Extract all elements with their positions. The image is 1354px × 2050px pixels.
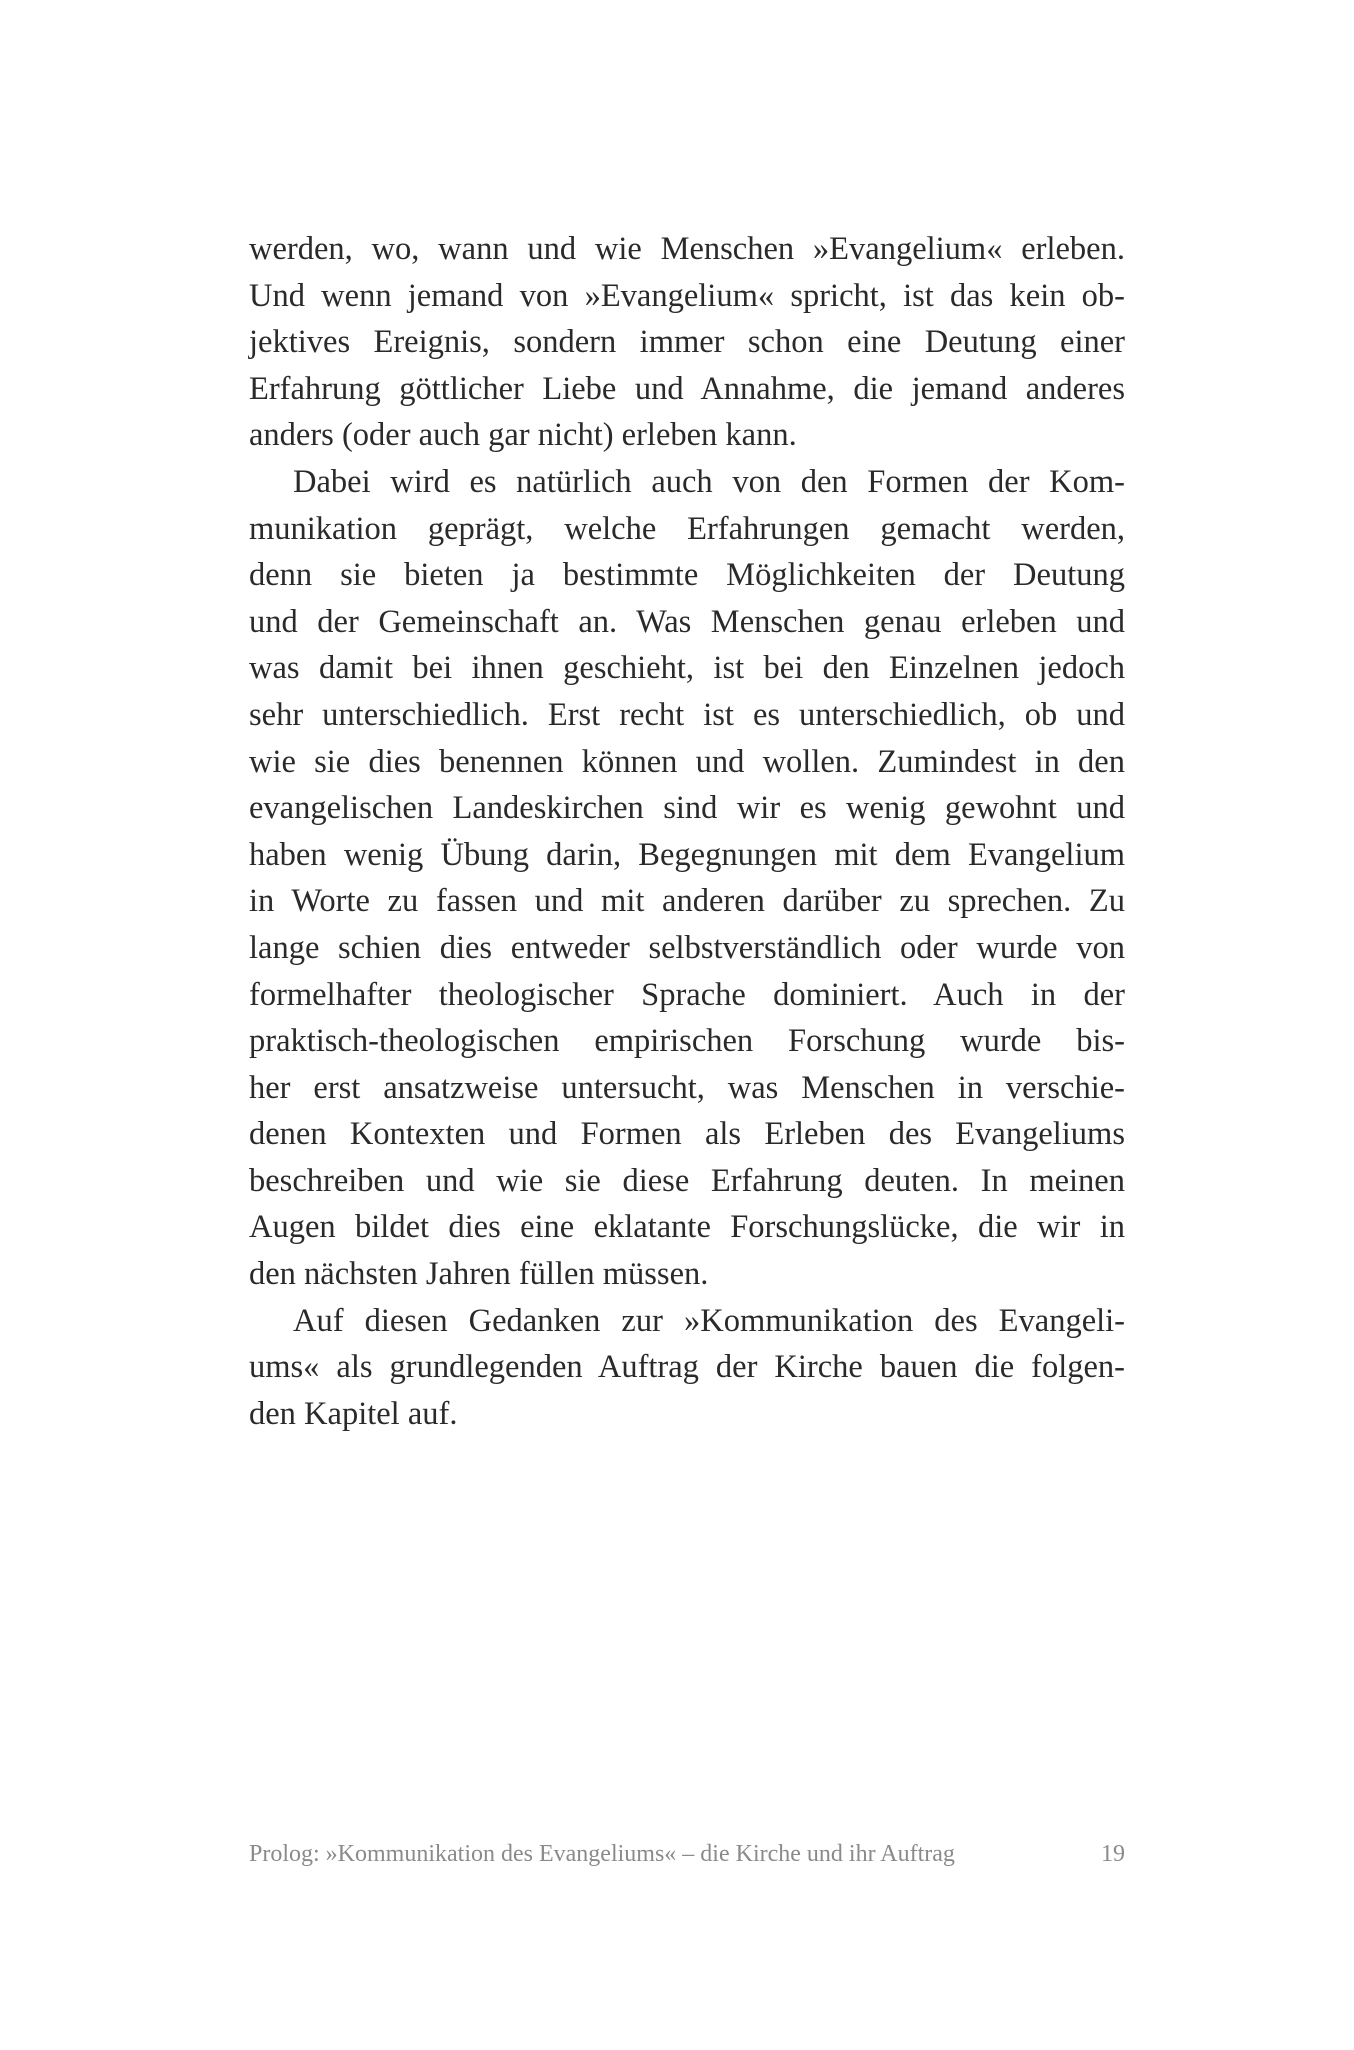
text-line: anders (oder auch gar nicht) erleben kann. <box>249 417 797 454</box>
paragraph <box>249 226 1125 459</box>
text-line: munikation geprägt, welche Erfahrungen gemacht werden, <box>249 510 1125 547</box>
text-line: formelhafter theologischer Sprache dominiert. Auch in der <box>249 976 1125 1013</box>
text-line: haben wenig Übung darin, Begegnungen mit dem Evangelium <box>249 836 1125 873</box>
text-line: den Kapitel auf. <box>249 1395 458 1432</box>
running-footer <box>249 1834 1125 1874</box>
text-line: Auf diesen Gedanken zur »Kommunikation des Evangeli- <box>293 1302 1125 1339</box>
text-line: praktisch-theologischen empirischen Forschung wurde bis- <box>249 1023 1125 1060</box>
page-number: 19 <box>1101 1841 1125 1867</box>
text-line: in Worte zu fassen und mit anderen darüber zu sprechen. Zu <box>249 883 1125 920</box>
text-line: jektives Ereignis, sondern immer schon eine Deutung einer <box>249 324 1125 361</box>
text-line: den nächsten Jahren füllen müssen. <box>249 1256 709 1293</box>
text-line: lange schien dies entweder selbstverständlich oder wurde von <box>249 929 1125 966</box>
text-line: und der Gemeinschaft an. Was Menschen genau erleben und <box>249 603 1125 640</box>
text-line: her erst ansatzweise untersucht, was Menschen in verschie- <box>249 1069 1125 1106</box>
text-line: Augen bildet dies eine eklatante Forschungslücke, die wir in <box>249 1209 1125 1246</box>
text-line: beschreiben und wie sie diese Erfahrung deuten. In meinen <box>249 1162 1125 1199</box>
text-line: werden, wo, wann und wie Menschen »Evangelium« erleben. <box>249 231 1125 267</box>
text-line: wie sie dies benennen können und wollen. Zumindest in den <box>249 743 1125 780</box>
paragraph <box>249 1298 1125 1438</box>
text-line: denen Kontexten und Formen als Erleben des Evangeliums <box>249 1116 1125 1153</box>
text-line: evangelischen Landeskirchen sind wir es wenig gewohnt und <box>249 790 1125 827</box>
text-line: ums« als grundlegenden Auftrag der Kirche bauen die folgen- <box>249 1349 1125 1386</box>
body-text <box>249 226 1125 1437</box>
text-line: was damit bei ihnen geschieht, ist bei den Einzelnen jedoch <box>249 650 1125 687</box>
text-line: denn sie bieten ja bestimmte Möglichkeiten der Deutung <box>249 557 1125 594</box>
paragraph <box>249 459 1125 1298</box>
footer-title: Prolog: »Kommunikation des Evangeliums« – die Kirche und ihr Auftrag <box>249 1841 955 1867</box>
text-line: sehr unterschiedlich. Erst recht ist es unterschiedlich, ob und <box>249 696 1125 733</box>
text-line: Und wenn jemand von »Evangelium« spricht, ist das kein ob- <box>249 277 1125 314</box>
text-line: Dabei wird es natürlich auch von den Formen der Kom- <box>293 463 1125 500</box>
text-line: Erfahrung göttlicher Liebe und Annahme, die jemand anderes <box>249 370 1125 407</box>
